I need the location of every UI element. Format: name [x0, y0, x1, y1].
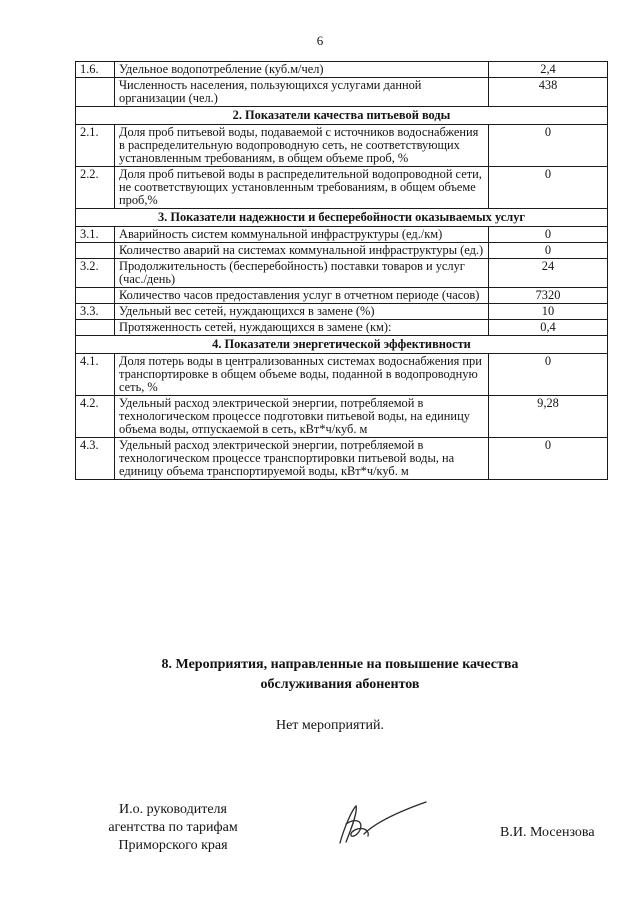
indicator-value-cell: 0 — [489, 167, 608, 209]
signer-title-line-3: Приморского края — [118, 838, 228, 853]
row-number-cell: 1.6. — [76, 62, 115, 78]
indicator-name-cell: Удельный расход электрической энергии, потребляемой в технологическом процессе подготовки питьевой воды, на единицу объема воды, отпускаемой в сеть, кВт*ч/куб. м — [115, 396, 489, 438]
section-header-text: 4. Показатели энергетической эффективности — [76, 336, 608, 354]
table-row — [76, 78, 608, 107]
table-row — [76, 438, 608, 480]
indicator-value-cell: 0 — [489, 354, 608, 396]
indicator-name-cell: Протяженность сетей, нуждающихся в замене (км): — [115, 320, 489, 336]
indicator-value-cell: 438 — [489, 78, 608, 107]
handwritten-signature — [330, 798, 430, 853]
table-row — [76, 288, 608, 304]
section-header-row — [76, 336, 608, 354]
table-row — [76, 167, 608, 209]
indicator-value-cell: 7320 — [489, 288, 608, 304]
indicator-name-cell: Продолжительность (бесперебойность) поставки товаров и услуг (час./день) — [115, 259, 489, 288]
indicator-value-cell: 0,4 — [489, 320, 608, 336]
indicator-value-cell: 2,4 — [489, 62, 608, 78]
table-row — [76, 227, 608, 243]
table-row — [76, 259, 608, 288]
section-header-row — [76, 107, 608, 125]
table-row — [76, 304, 608, 320]
row-number-cell — [76, 243, 115, 259]
table-row — [76, 125, 608, 167]
row-number-cell: 4.1. — [76, 354, 115, 396]
signer-name: В.И. Мосензова — [500, 825, 595, 840]
indicator-value-cell: 0 — [489, 438, 608, 480]
row-number-cell: 3.3. — [76, 304, 115, 320]
indicator-value-cell: 10 — [489, 304, 608, 320]
row-number-cell — [76, 320, 115, 336]
indicator-name-cell: Доля потерь воды в централизованных системах водоснабжения при транспортировке в общем объеме воды, поданной в водопроводную сеть, % — [115, 354, 489, 396]
indicator-value-cell: 0 — [489, 243, 608, 259]
indicator-value-cell: 9,28 — [489, 396, 608, 438]
section-header-text: 3. Показатели надежности и бесперебойности оказываемых услуг — [76, 209, 608, 227]
indicator-name-cell: Удельный вес сетей, нуждающихся в замене (%) — [115, 304, 489, 320]
section-8-heading-line-2: обслуживания абонентов — [260, 677, 420, 692]
section-header-row — [76, 209, 608, 227]
signer-title-line-2: агентства по тарифам — [108, 820, 238, 835]
indicator-name-cell: Удельный расход электрической энергии, потребляемой в технологическом процессе транспортировки питьевой воды, на единицу объема транспортируемой воды, кВт*ч/куб. м — [115, 438, 489, 480]
row-number-cell: 4.2. — [76, 396, 115, 438]
row-number-cell: 2.2. — [76, 167, 115, 209]
indicator-value-cell: 0 — [489, 125, 608, 167]
table-row — [76, 396, 608, 438]
no-measures-text: Нет мероприятий. — [275, 718, 385, 733]
row-number-cell: 2.1. — [76, 125, 115, 167]
row-number-cell: 4.3. — [76, 438, 115, 480]
row-number-cell — [76, 288, 115, 304]
row-number-cell: 3.1. — [76, 227, 115, 243]
indicator-value-cell: 24 — [489, 259, 608, 288]
indicator-name-cell: Количество аварий на системах коммунальной инфраструктуры (ед.) — [115, 243, 489, 259]
section-header-text: 2. Показатели качества питьевой воды — [76, 107, 608, 125]
table-row — [76, 354, 608, 396]
indicator-name-cell: Аварийность систем коммунальной инфраструктуры (ед./км) — [115, 227, 489, 243]
signer-title — [88, 801, 258, 855]
indicator-value-cell: 0 — [489, 227, 608, 243]
indicator-name-cell: Удельное водопотребление (куб.м/чел) — [115, 62, 489, 78]
indicator-name-cell: Численность населения, пользующихся услугами данной организации (чел.) — [115, 78, 489, 107]
section-8-heading-line-1: 8. Мероприятия, направленные на повышение качества — [161, 657, 519, 672]
indicators-table — [75, 61, 608, 480]
section-8-heading — [90, 655, 590, 695]
page-number: 6 — [316, 33, 324, 48]
table-row — [76, 243, 608, 259]
indicator-name-cell: Количество часов предоставления услуг в отчетном периоде (часов) — [115, 288, 489, 304]
signer-title-line-1: И.о. руководителя — [118, 802, 227, 817]
indicator-name-cell: Доля проб питьевой воды в распределительной водопроводной сети, не соответствующих установленным требованиям, в общем объеме проб,% — [115, 167, 489, 209]
indicators-table-body — [76, 62, 608, 480]
row-number-cell — [76, 78, 115, 107]
indicator-name-cell: Доля проб питьевой воды, подаваемой с источников водоснабжения в распределительную водопроводную сеть, не соответствующих установленным требованиям, в общем объеме проб, % — [115, 125, 489, 167]
row-number-cell: 3.2. — [76, 259, 115, 288]
table-row — [76, 320, 608, 336]
table-row — [76, 62, 608, 78]
